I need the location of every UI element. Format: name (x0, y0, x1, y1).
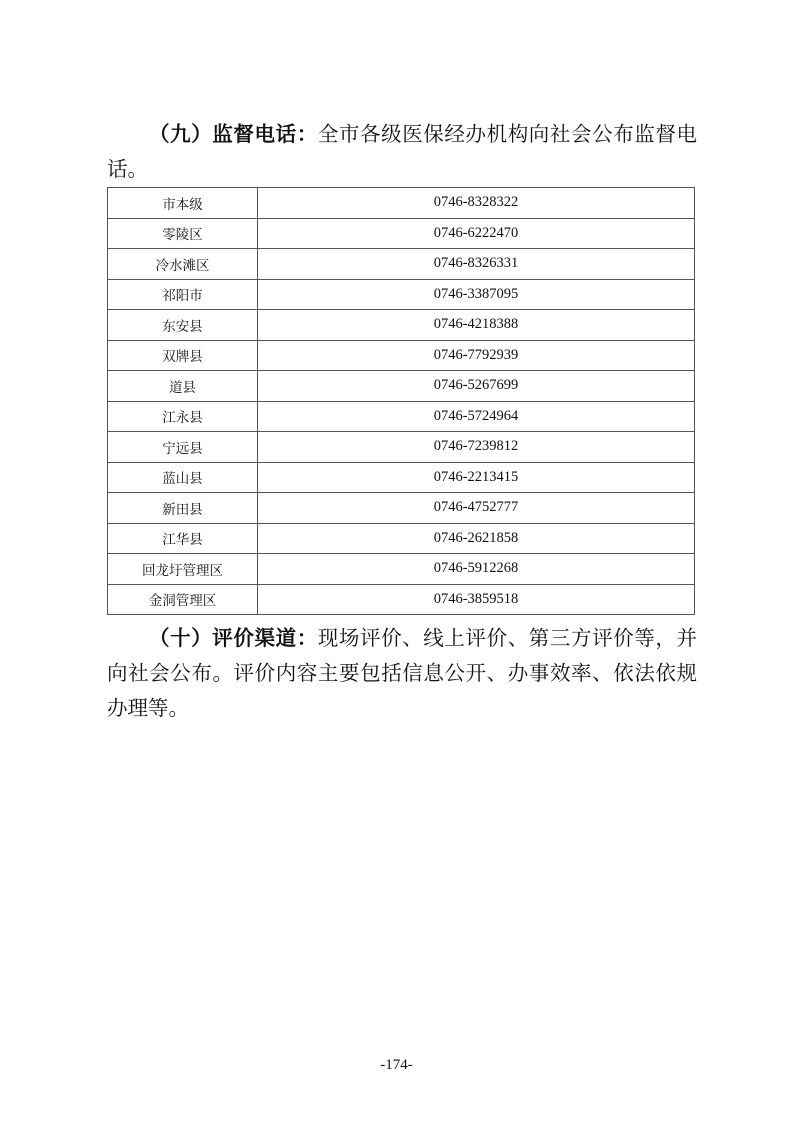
phone-cell: 0746-8328322 (258, 188, 695, 219)
region-cell: 冷水滩区 (108, 249, 258, 280)
table-row (108, 340, 695, 371)
table-row (108, 310, 695, 341)
table-row (108, 554, 695, 585)
page-number: -174- (380, 1057, 413, 1073)
region-cell: 金洞管理区 (108, 584, 258, 615)
region-cell: 宁远县 (108, 432, 258, 463)
table-row (108, 279, 695, 310)
region-cell: 市本级 (108, 188, 258, 219)
table-row (108, 371, 695, 402)
region-cell: 蓝山县 (108, 462, 258, 493)
section-9-text: 全市各级医保经办机构向社会公布监督电话。 (107, 122, 698, 181)
phone-cell: 0746-7239812 (258, 432, 695, 463)
section-9-heading: （九）监督电话： (149, 122, 318, 146)
table-row (108, 462, 695, 493)
section-10-paragraph (107, 621, 697, 726)
phone-cell: 0746-5724964 (258, 401, 695, 432)
table-row (108, 432, 695, 463)
table-row (108, 493, 695, 524)
section-9-paragraph (107, 117, 697, 187)
region-cell: 零陵区 (108, 218, 258, 249)
region-cell: 江永县 (108, 401, 258, 432)
supervision-phone-table (107, 187, 695, 615)
table-row (108, 401, 695, 432)
phone-cell: 0746-5912268 (258, 554, 695, 585)
section-10-heading: （十）评价渠道： (149, 626, 318, 650)
phone-cell: 0746-3387095 (258, 279, 695, 310)
phone-cell: 0746-4752777 (258, 493, 695, 524)
phone-cell: 0746-6222470 (258, 218, 695, 249)
region-cell: 新田县 (108, 493, 258, 524)
phone-cell: 0746-8326331 (258, 249, 695, 280)
section-10-text: 现场评价、线上评价、第三方评价等，并向社会公布。评价内容主要包括信息公开、办事效率、依法依规办理等。 (107, 626, 698, 720)
table-row (108, 218, 695, 249)
table-row (108, 523, 695, 554)
phone-cell: 0746-4218388 (258, 310, 695, 341)
region-cell: 道县 (108, 371, 258, 402)
region-cell: 江华县 (108, 523, 258, 554)
phone-cell: 0746-5267699 (258, 371, 695, 402)
region-cell: 祁阳市 (108, 279, 258, 310)
table-row (108, 188, 695, 219)
phone-cell: 0746-2621858 (258, 523, 695, 554)
region-cell: 双牌县 (108, 340, 258, 371)
phone-cell: 0746-2213415 (258, 462, 695, 493)
phone-cell: 0746-7792939 (258, 340, 695, 371)
table-row (108, 249, 695, 280)
phone-cell: 0746-3859518 (258, 584, 695, 615)
table-row (108, 584, 695, 615)
region-cell: 东安县 (108, 310, 258, 341)
region-cell: 回龙圩管理区 (108, 554, 258, 585)
